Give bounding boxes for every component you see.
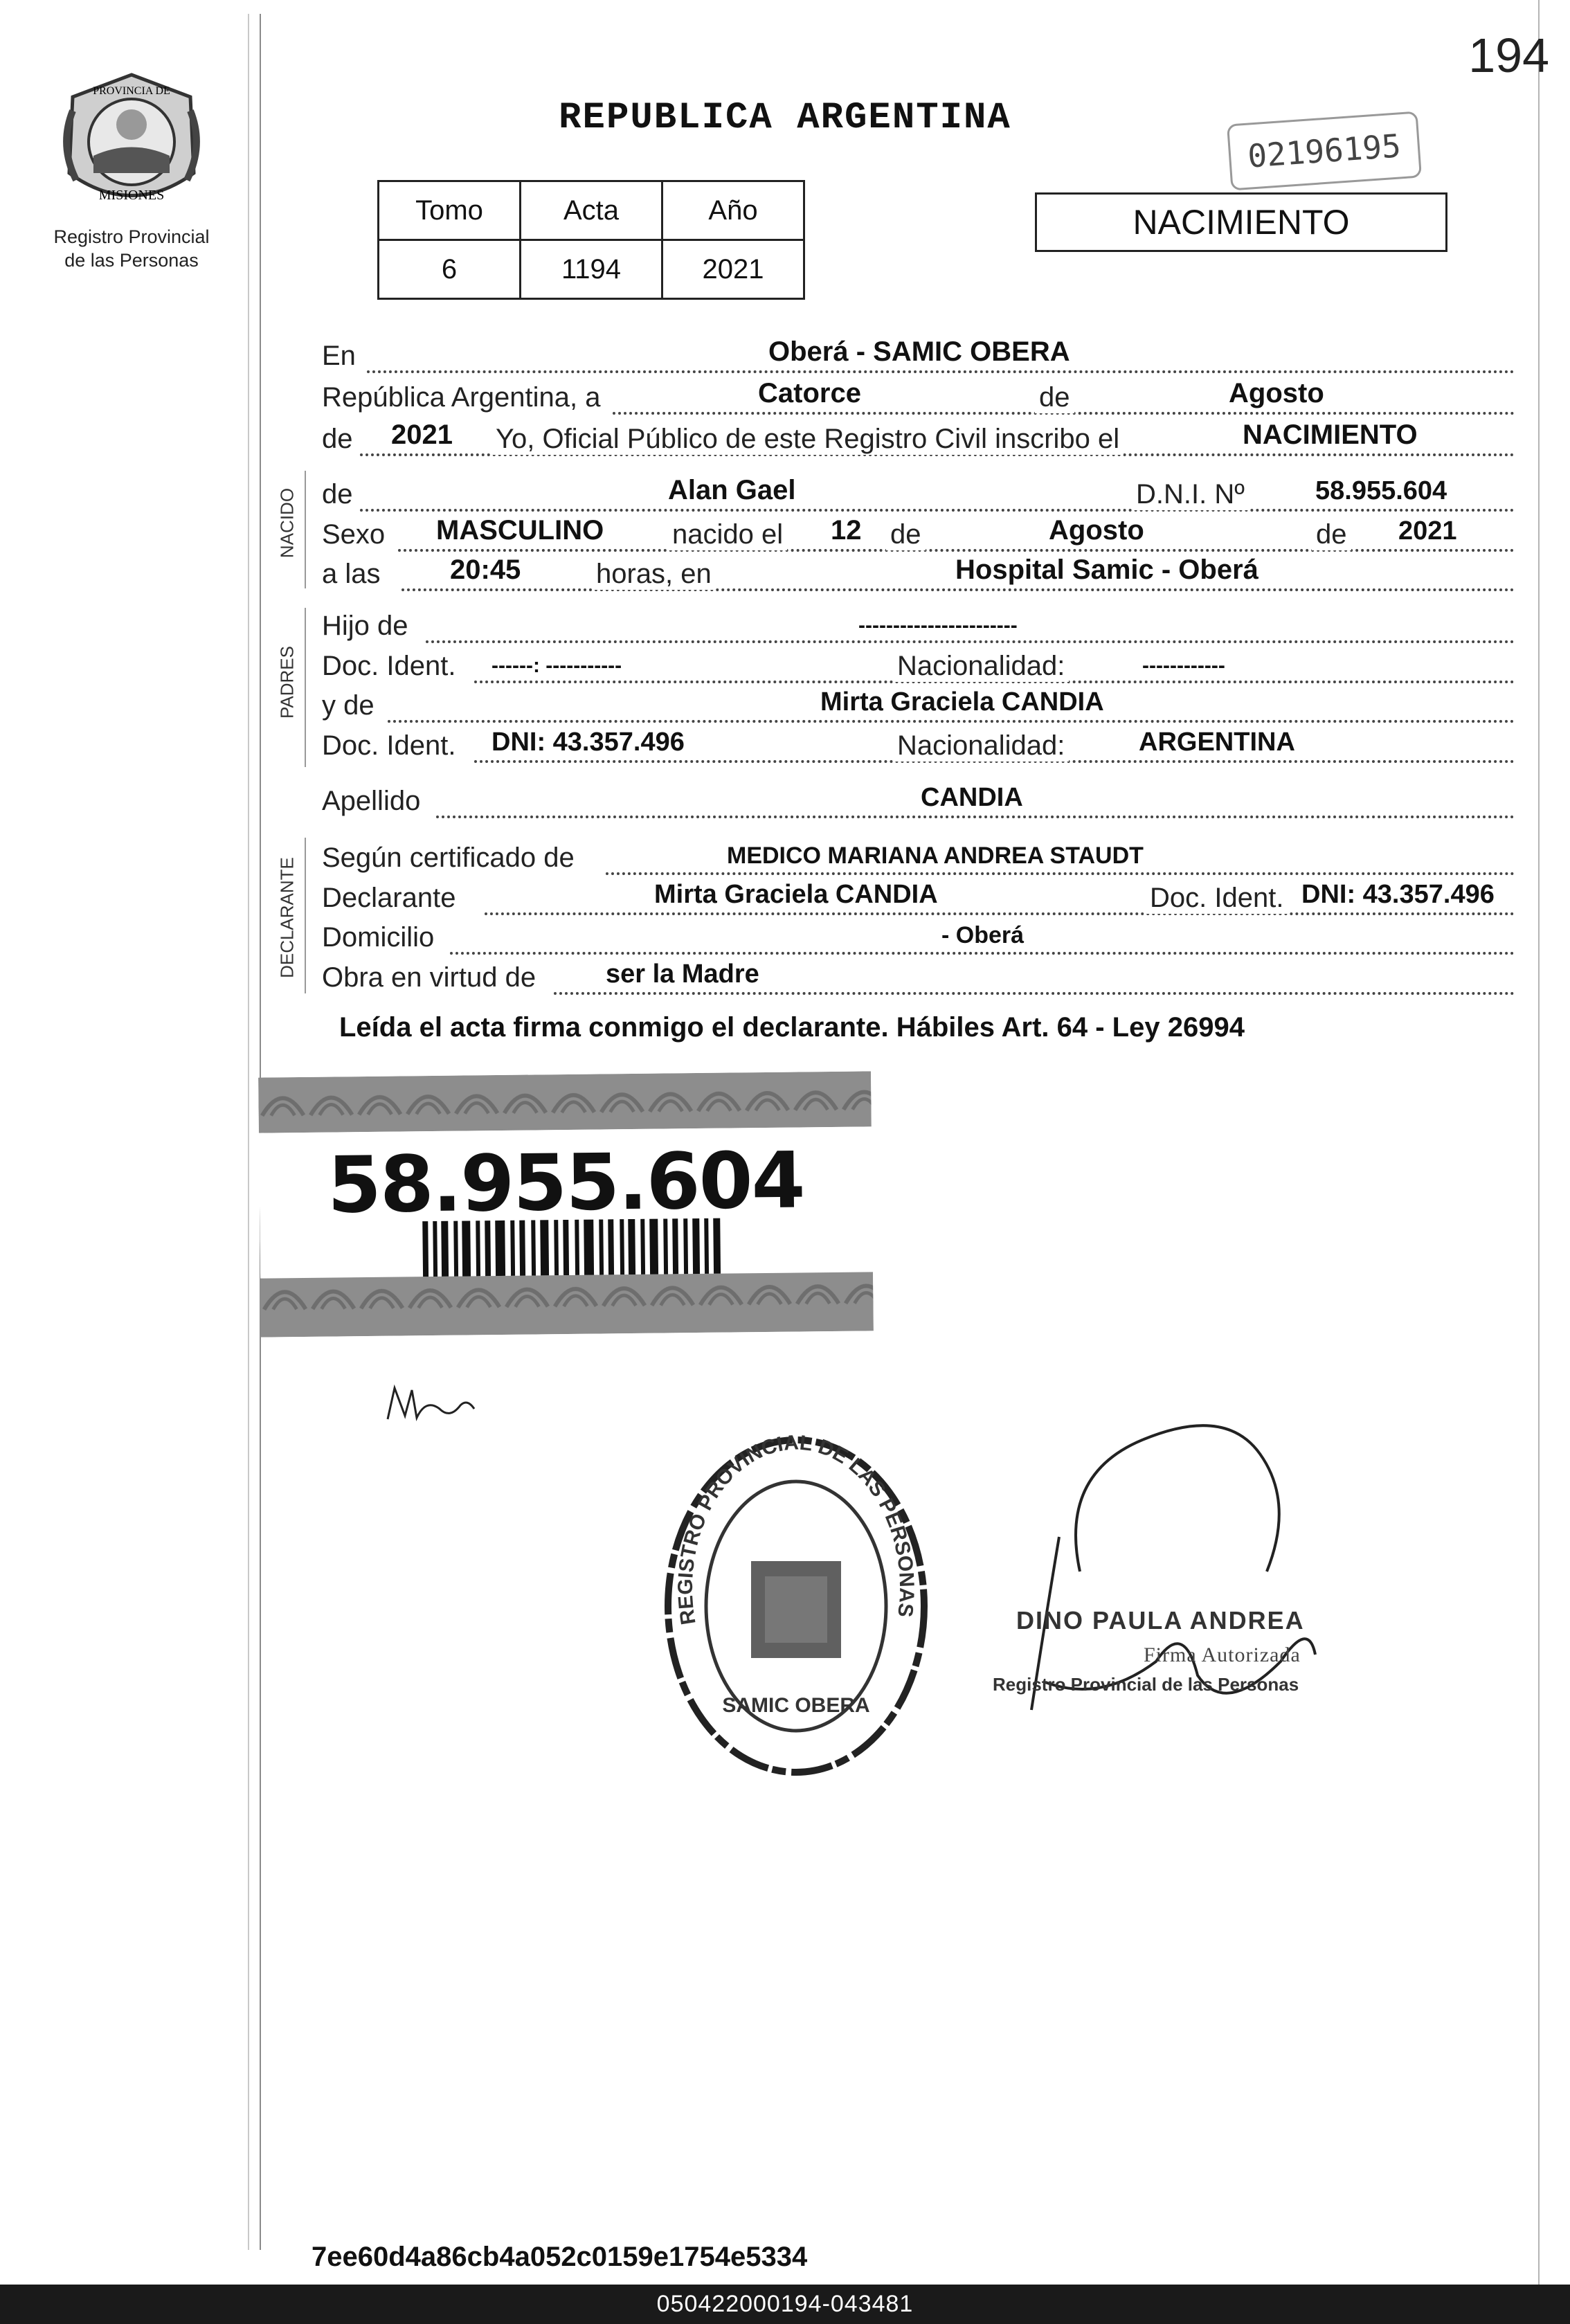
row-declarante (322, 878, 1515, 918)
label-dni: D.N.I. Nº (1132, 479, 1249, 510)
section-label-declarante: DECLARANTE (276, 857, 298, 978)
label-doc-ident-madre: Doc. Ident. (322, 730, 456, 761)
act-type-box: NACIMIENTO (1035, 192, 1447, 252)
value-madre: Mirta Graciela CANDIA (820, 687, 1104, 717)
value-anio: 2021 (662, 240, 804, 299)
row-hijo-de (322, 606, 1515, 646)
svg-text:PROVINCIA DE: PROVINCIA DE (93, 85, 170, 97)
row-domicilio (322, 917, 1515, 957)
label-de-anio: de (322, 424, 353, 454)
svg-text:REGISTRO PROVINCIAL DE LAS PER: REGISTRO PROVINCIAL DE LAS PERSONAS (674, 1431, 919, 1627)
label-horas-en: horas, en (592, 559, 716, 590)
label-apellido: Apellido (322, 786, 421, 816)
padres-bracket (305, 608, 306, 767)
value-dia: Catorce (758, 378, 861, 408)
value-certificado: MEDICO MARIANA ANDREA STAUDT (727, 843, 1144, 869)
signature-name: DINO PAULA ANDREA (1016, 1606, 1305, 1634)
value-tomo: 6 (379, 240, 521, 299)
row-madre (322, 685, 1515, 726)
value-domicilio: - Oberá (941, 922, 1025, 948)
value-nacido-anio: 2021 (1398, 516, 1457, 546)
row-obra-en-virtud (322, 957, 1515, 998)
value-mes: Agosto (1229, 378, 1324, 408)
initials-signature-icon (374, 1378, 485, 1433)
value-dni: 58.955.604 (1315, 476, 1447, 505)
value-padre: ----------------------- (858, 614, 1018, 637)
label-segun-certificado: Según certificado de (322, 843, 575, 873)
row-inscripcion (322, 419, 1515, 459)
svg-text:MISIONES: MISIONES (98, 188, 165, 203)
header-anio: Año (662, 181, 804, 240)
label-obra-en-virtud: Obra en virtud de (322, 962, 536, 993)
page-number: 194 (1468, 28, 1549, 82)
svg-text:SAMIC OBERA: SAMIC OBERA (722, 1694, 870, 1717)
value-padre-nacionalidad: ------------ (1142, 654, 1225, 677)
registry-table (377, 180, 805, 300)
label-de-mes: de (886, 519, 926, 550)
row-sexo (322, 514, 1515, 555)
label-en: En (322, 341, 356, 371)
value-nombre: Alan Gael (668, 475, 796, 505)
label-de-nombre: de (322, 479, 353, 510)
right-margin-rule (1538, 0, 1540, 2285)
value-obra-en-virtud: ser la Madre (606, 960, 759, 989)
label-nacionalidad-padre: Nacionalidad: (893, 651, 1069, 682)
value-nacido-mes: Agosto (1049, 515, 1144, 546)
label-de-anio2: de (1312, 519, 1351, 550)
section-label-padres: PADRES (276, 646, 298, 719)
value-lugar: Oberá - SAMIC OBERA (768, 336, 1070, 367)
value-sexo: MASCULINO (436, 515, 604, 546)
value-padre-doc: ------: ----------- (491, 654, 622, 677)
value-lugar-nacimiento: Hospital Samic - Oberá (955, 555, 1258, 585)
label-nacionalidad-madre: Nacionalidad: (893, 730, 1069, 762)
label-sexo: Sexo (322, 519, 386, 550)
row-fecha (322, 377, 1515, 417)
section-label-nacido: NACIDO (276, 487, 298, 559)
value-hora: 20:45 (450, 555, 521, 585)
row-nombre (322, 474, 1515, 514)
row-certificado (322, 838, 1515, 878)
dni-sticker (258, 1071, 874, 1337)
value-apellido: CANDIA (921, 783, 1023, 812)
page-title: REPUBLICA ARGENTINA (559, 97, 1011, 139)
row-madre-doc (322, 726, 1515, 766)
label-nacido-el: nacido el (668, 519, 787, 550)
label-doc-ident-declarante: Doc. Ident. (1146, 883, 1288, 914)
value-nacido-dia: 12 (831, 515, 862, 546)
declarante-bracket (305, 838, 306, 993)
value-anio: 2021 (391, 420, 453, 450)
label-hijo-de: Hijo de (322, 611, 408, 641)
label-republica: República Argentina, a (322, 382, 601, 413)
row-padre-doc (322, 646, 1515, 686)
value-declarante: Mirta Graciela CANDIA (654, 880, 938, 909)
value-madre-nacionalidad: ARGENTINA (1139, 728, 1295, 757)
registry-caption-line2: de las Personas (64, 250, 199, 271)
row-apellido (322, 781, 1515, 821)
dni-sticker-number: 58.955.604 (327, 1135, 805, 1231)
nacido-bracket (305, 471, 306, 588)
left-margin-rule-shadow (248, 14, 249, 2250)
header-acta: Acta (521, 181, 662, 240)
label-doc-ident-padre: Doc. Ident. (322, 651, 456, 681)
row-hora (322, 554, 1515, 594)
serial-stamp: 02196195 (1227, 111, 1422, 190)
footer-code-bar: 050422000194-043481 (0, 2285, 1570, 2324)
label-de: de (1035, 382, 1074, 413)
value-declarante-doc: DNI: 43.357.496 (1301, 880, 1495, 909)
signature-registry: Registro Provincial de las Personas (993, 1674, 1299, 1695)
signature-role: Firma Autorizada (1144, 1643, 1301, 1666)
label-declarante: Declarante (322, 883, 456, 913)
row-lugar (322, 336, 1515, 376)
registry-caption-line1: Registro Provincial (53, 226, 210, 247)
label-domicilio: Domicilio (322, 922, 435, 953)
header-tomo: Tomo (379, 181, 521, 240)
closing-note: Leída el acta firma conmigo el declarante. Hábiles Art. 64 - Ley 26994 (339, 1012, 1245, 1043)
document-hash: 7ee60d4a86cb4a052c0159e1754e5334 (312, 2242, 808, 2272)
value-tipo-inscripcion: NACIMIENTO (1243, 420, 1418, 450)
label-oficial: Yo, Oficial Público de este Registro Civil inscribo el (491, 424, 1124, 455)
official-stamp-icon (654, 1423, 938, 1796)
value-madre-doc: DNI: 43.357.496 (491, 728, 685, 757)
label-y-de: y de (322, 690, 375, 721)
misiones-seal-icon (59, 69, 204, 222)
value-acta: 1194 (521, 240, 662, 299)
label-a-las: a las (322, 559, 381, 589)
